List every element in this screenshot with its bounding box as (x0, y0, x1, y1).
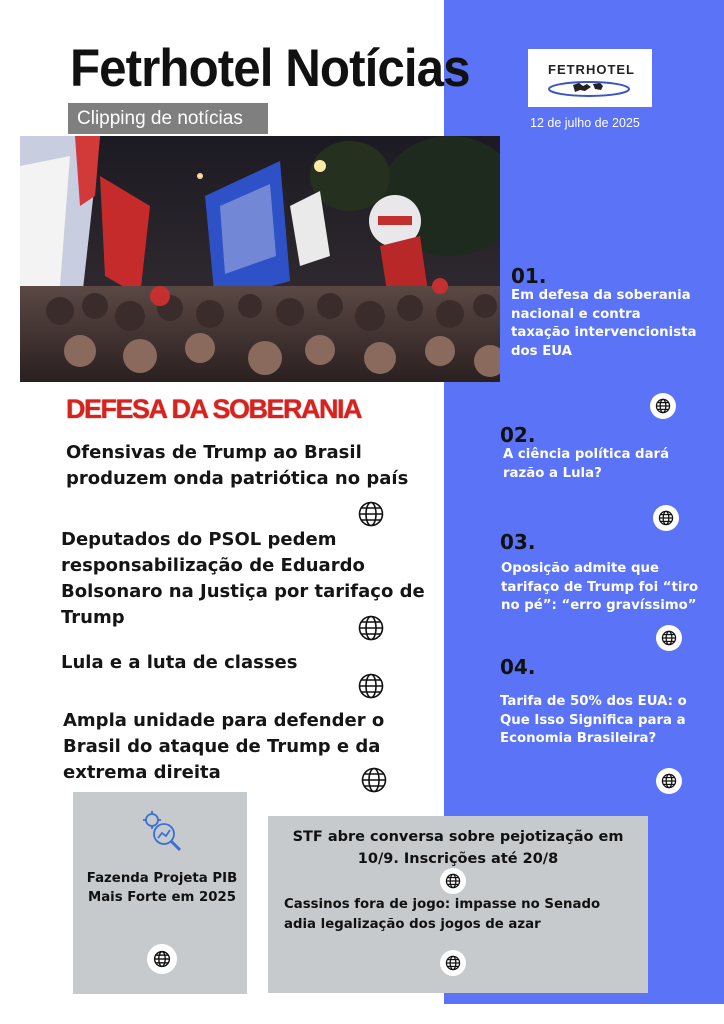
headline-1[interactable]: Ofensivas de Trump ao Brasil produzem onda patriótica no país (66, 442, 409, 489)
headline-3[interactable]: Lula e a luta de classes (61, 652, 298, 673)
section-label: DEFESA DA SOBERANIA (66, 394, 362, 424)
news-headline-1[interactable]: STF abre conversa sobre pejotização em 10/9. Inscrições até 20/8 (292, 829, 624, 867)
item-number: 02. (500, 423, 536, 447)
globe-icon[interactable] (656, 768, 682, 794)
logo-text: FETRHOTEL (548, 62, 635, 77)
globe-icon[interactable] (650, 393, 676, 419)
chart-analysis-icon (140, 808, 184, 852)
item-number: 04. (500, 655, 536, 679)
page-title: Fetrhotel Notícias (70, 39, 470, 98)
headline-4[interactable]: Ampla unidade para defender o Brasil do ataque de Trump e da extrema direita (63, 710, 385, 783)
globe-icon[interactable] (360, 766, 390, 796)
logo-map-icon (547, 75, 631, 101)
feature-headline[interactable]: Fazenda Projeta PIB Mais Forte em 2025 (86, 871, 238, 905)
hero-photo (20, 136, 500, 382)
globe-icon[interactable] (440, 950, 466, 976)
subtitle-badge: Clipping de notícias (68, 103, 268, 134)
sidebar-headline-3[interactable]: Oposição admite que tarifaço de Trump foi “tiro no pé”: “erro gravíssimo” (501, 561, 699, 613)
globe-icon[interactable] (656, 625, 682, 651)
issue-date: 12 de julho de 2025 (530, 116, 640, 130)
globe-icon[interactable] (440, 868, 466, 894)
globe-icon[interactable] (357, 614, 387, 644)
sidebar-headline-2[interactable]: A ciência política dará razão a Lula? (503, 447, 670, 481)
headline-2[interactable]: Deputados do PSOL pedem responsabilização de Eduardo Bolsonaro na Justiça por tarifaço de Trump (61, 529, 425, 628)
sidebar-headline-1[interactable]: Em defesa da soberania nacional e contra taxação intervencionista dos EUA (511, 288, 697, 359)
globe-icon[interactable] (147, 944, 177, 974)
globe-icon[interactable] (357, 500, 387, 530)
news-headline-2[interactable]: Cassinos fora de jogo: impasse no Senado adia legalização dos jogos de azar (284, 897, 601, 932)
globe-icon[interactable] (357, 672, 387, 702)
bottom-strip (444, 1004, 724, 1024)
globe-icon[interactable] (653, 505, 679, 531)
sidebar-headline-4[interactable]: Tarifa de 50% dos EUA: o Que Isso Significa para a Economia Brasileira? (500, 694, 687, 746)
item-number: 03. (500, 530, 536, 554)
item-number: 01. (511, 264, 547, 288)
